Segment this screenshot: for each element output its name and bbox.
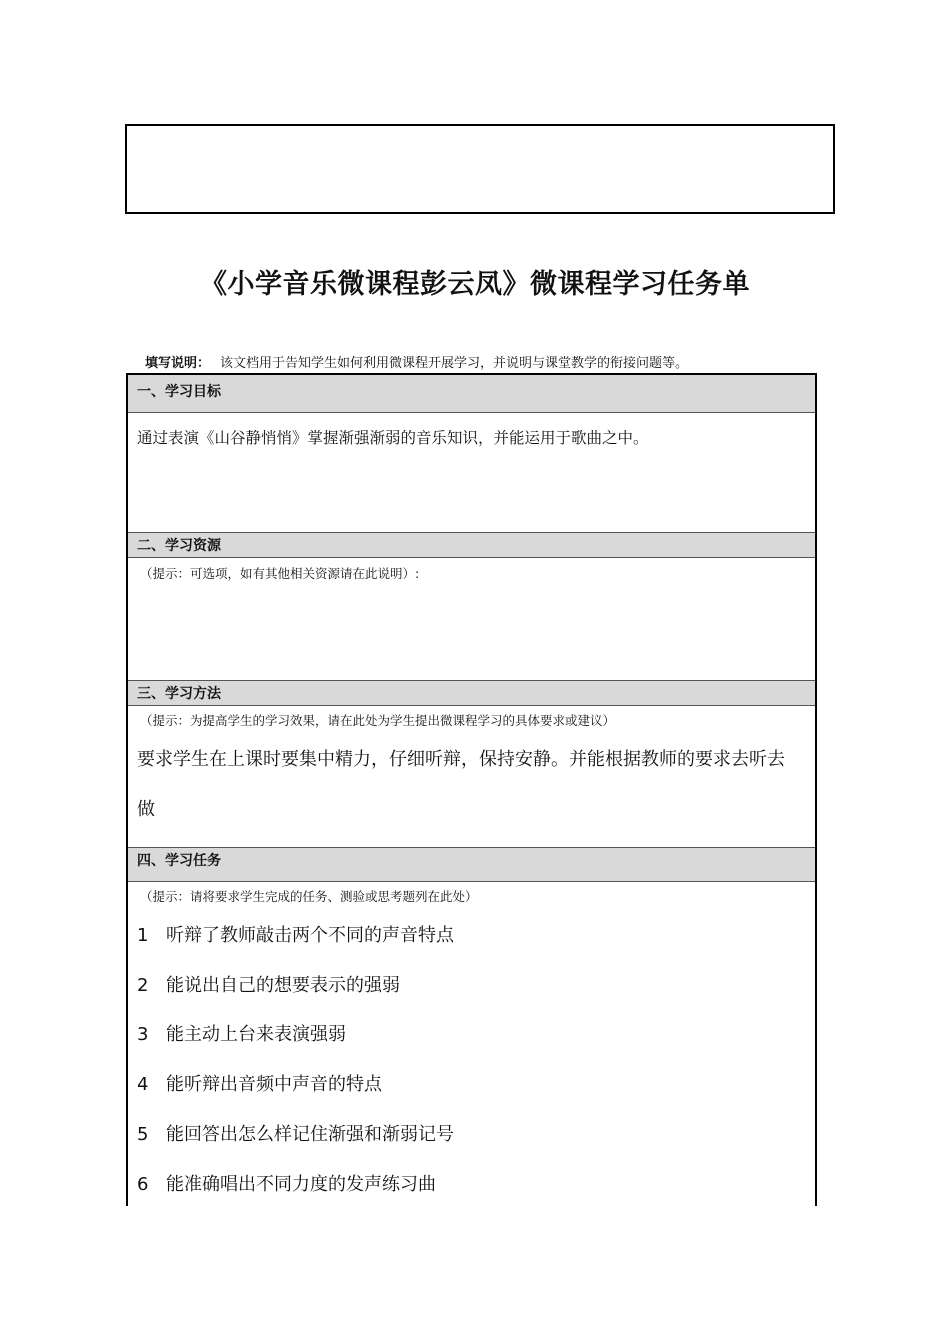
tasks-hint: （提示：请将要求学生完成的任务、测验或思考题列在此处）	[140, 889, 478, 904]
task-text: 听辩了教师敲击两个不同的声音特点	[166, 925, 454, 946]
task-item	[137, 1020, 346, 1046]
goals-content: 通过表演《山谷静悄悄》掌握渐强渐弱的音乐知识，并能运用于歌曲之中。	[137, 429, 649, 447]
header-box	[125, 124, 835, 214]
section-header-methods	[128, 680, 815, 706]
task-text: 能回答出怎么样记住渐强和渐弱记号	[166, 1124, 454, 1145]
section-body-resources	[128, 558, 815, 680]
methods-hint: （提示：为提高学生的学习效果，请在此处为学生提出微课程学习的具体要求或建议）	[140, 713, 616, 728]
task-text: 能说出自己的想要表示的强弱	[166, 975, 400, 996]
section-body-goals	[128, 413, 815, 532]
task-number: 3	[137, 1024, 149, 1045]
task-item	[137, 1120, 454, 1146]
section-header-resources	[128, 532, 815, 558]
task-number: 2	[137, 975, 149, 996]
section-title-methods: 三、学习方法	[137, 686, 221, 702]
section-title-resources: 二、学习资源	[137, 538, 221, 554]
section-body-methods	[128, 706, 815, 847]
fill-instructions-text: 该文档用于告知学生如何利用微课程开展学习，并说明与课堂教学的衔接问题等。	[220, 356, 689, 371]
resources-hint: （提示：可选项，如有其他相关资源请在此说明）:	[140, 566, 420, 581]
methods-content-line-2: 做	[137, 799, 155, 820]
section-title-goals: 一、学习目标	[137, 384, 221, 400]
section-title-tasks: 四、学习任务	[137, 853, 221, 869]
task-item	[137, 921, 454, 947]
task-number: 4	[137, 1074, 149, 1095]
section-body-tasks	[128, 882, 815, 1206]
task-item	[137, 1170, 436, 1196]
task-text: 能听辩出音频中声音的特点	[166, 1074, 382, 1095]
section-header-goals	[128, 375, 815, 413]
task-number: 6	[137, 1174, 149, 1195]
section-header-tasks	[128, 847, 815, 882]
task-table	[126, 373, 817, 1206]
task-number: 5	[137, 1124, 149, 1145]
task-item	[137, 1070, 382, 1096]
task-text: 能准确唱出不同力度的发声练习曲	[166, 1174, 436, 1195]
task-number: 1	[137, 925, 149, 946]
methods-content-line-1: 要求学生在上课时要集中精力，仔细听辩，保持安静。并能根据教师的要求去听去	[137, 749, 785, 770]
fill-instructions	[145, 352, 688, 371]
fill-instructions-label: 填写说明：	[145, 356, 211, 371]
document-title: 《小学音乐微课程彭云凤》微课程学习任务单	[200, 269, 750, 300]
task-item	[137, 971, 400, 997]
task-text: 能主动上台来表演强弱	[166, 1024, 346, 1045]
